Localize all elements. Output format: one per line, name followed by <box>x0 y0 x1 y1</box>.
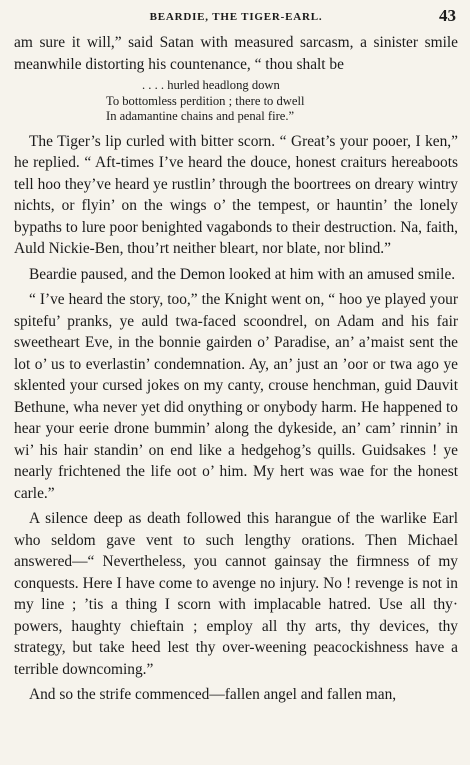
verse-line: In adamantine chains and penal fire.” <box>106 109 295 123</box>
paragraph: The Tiger’s lip curled with bitter scorn. “ Great’s your pooer, I ken,” he replied. “ Aft-times I’ve heard the douce, honest craiturs hereaboots tell hoo they’ve heard ye rustlin’ through the boortrees on dreary wintry nichts, or flyin’ on the wings o’ the tempest, or hauntin’ the lonely bypaths to lure poor benighted vagabonds to their destruction. Na, faith, Auld Nickie-Ben, thou’rt neither bleart, nor blate, nor blind.” <box>14 132 458 257</box>
page-number: 43 <box>439 6 456 25</box>
body-text <box>14 32 458 706</box>
verse-line: . . . . hurled headlong down <box>142 78 280 92</box>
verse-line: To bottomless perdition ; there to dwell <box>106 93 305 108</box>
paragraph: Beardie paused, and the Demon looked at him with an amused smile. <box>29 265 456 283</box>
running-title: BEARDIE, THE TIGER-EARL. <box>149 11 323 23</box>
paragraph: And so the strife commenced—fallen angel and fallen man, <box>29 686 397 703</box>
running-head <box>14 6 458 32</box>
verse-quotation <box>14 78 458 125</box>
opening-paragraph: am sure it will,” said Satan with measured sarcasm, a sinister smile meanwhile distorting his countenance, “ thou shalt be <box>14 34 458 73</box>
paragraph: “ I’ve heard the story, too,” the Knight went on, “ hoo ye played your spitefu’ pranks, ye auld twa-faced scoondrel, on Adam and his fair sweetheart Eve, in the bonnie gairden o’ Paradise, an’ a’maist sent the lot o’ us to everlastin’ condemnation. Ay, an’ just an ’oor or twa ago ye sklented your cursed jokes on my canty, crouse henchman, guid Dauvit Bethune, wha never yet did onything or onybody harm. He happened to hear your eerie drone bummin’ along the dykeside, an’ cam’ rinnin’ in wi’ his hair standin’ on end like a hedgehog’s quills. Guidsakes ! ye nearly frichtened the life oot o’ him. My hert was wae for the honest carle.” <box>14 291 458 502</box>
paragraph: A silence deep as death followed this harangue of the warlike Earl who seldom gave vent to such lengthy orations. Then Michael answered—“ Nevertheless, you cannot gainsay the firmness of my conquests. Here I have come to avenge no injury. No ! revenge is not in my line ; ’tis a thing I scorn with implacable hatred. Use all thy· powers, haughty chieftain ; employ all thy arts, thy devices, thy strategy, but take heed lest thy over-weening peacockishness have a terrible downcoming.” <box>14 510 458 678</box>
